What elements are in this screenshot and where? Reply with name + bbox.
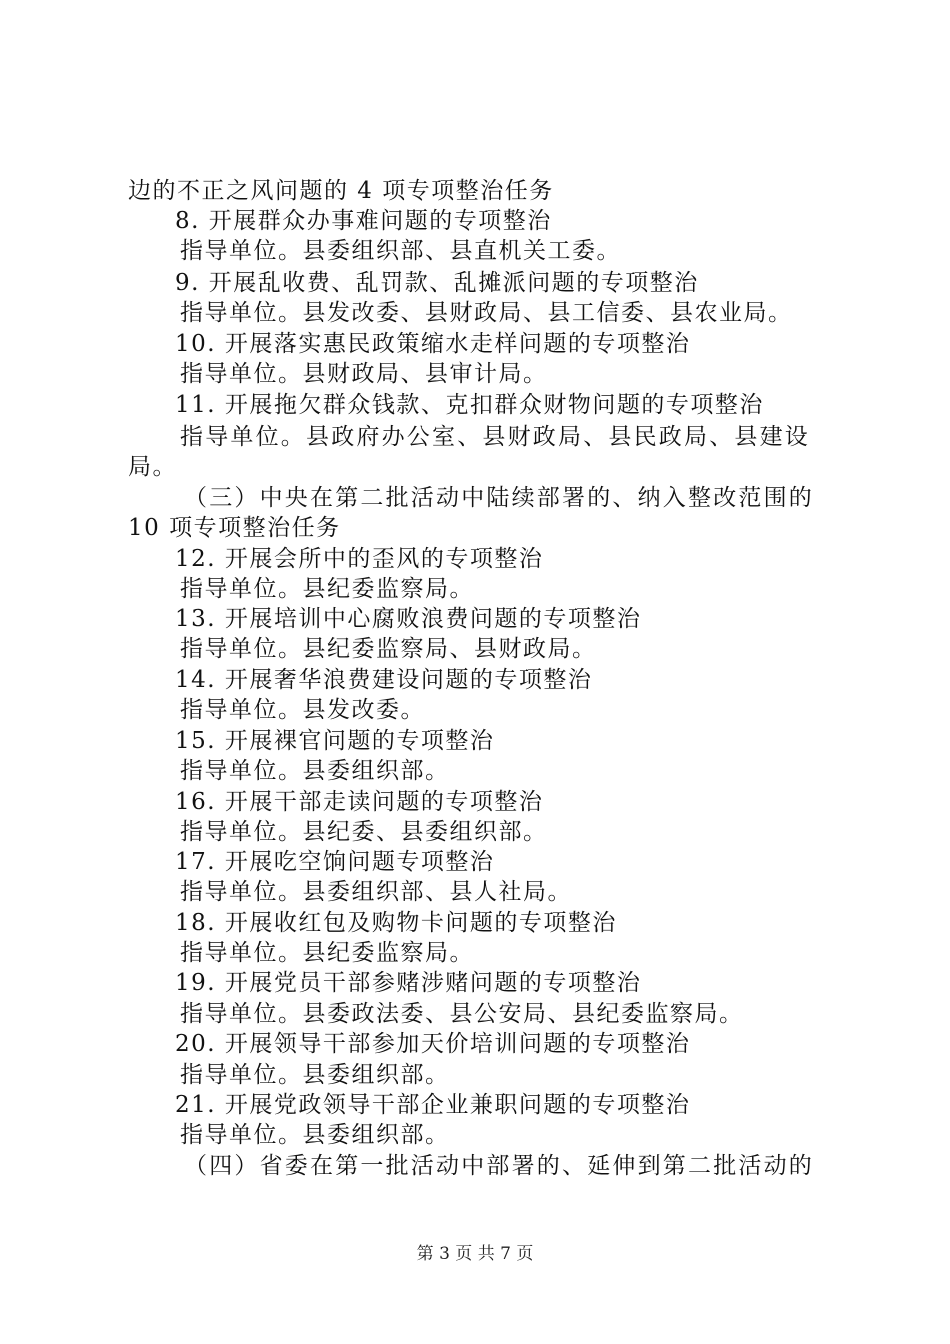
text-line: 边的不正之风问题的 4 项专项整治任务	[128, 178, 554, 204]
guidance-unit: 指导单位。县纪委、县委组织部。	[180, 819, 548, 845]
guidance-unit: 指导单位。县发改委。	[180, 697, 425, 723]
guidance-unit: 指导单位。县委组织部、县直机关工委。	[180, 238, 621, 264]
item-heading: 13. 开展培训中心腐败浪费问题的专项整治	[175, 606, 642, 632]
guidance-unit: 指导单位。县财政局、县审计局。	[180, 361, 548, 387]
page-number: 第 3 页 共 7 页	[416, 1244, 534, 1264]
item-heading: 17. 开展吃空饷问题专项整治	[175, 849, 495, 875]
item-heading: 9. 开展乱收费、乱罚款、乱摊派问题的专项整治	[175, 270, 699, 296]
guidance-unit: 指导单位。县纪委监察局。	[180, 940, 474, 966]
text-line: 局。	[128, 454, 177, 480]
item-heading: 20. 开展领导干部参加天价培训问题的专项整治	[175, 1031, 691, 1057]
item-heading: 10. 开展落实惠民政策缩水走样问题的专项整治	[175, 331, 691, 357]
item-heading: 11. 开展拖欠群众钱款、克扣群众财物问题的专项整治	[175, 392, 764, 418]
item-heading: 19. 开展党员干部参赌涉赌问题的专项整治	[175, 970, 642, 996]
item-heading: 14. 开展奢华浪费建设问题的专项整治	[175, 667, 593, 693]
section-heading: （四）省委在第一批活动中部署的、延伸到第二批活动的	[184, 1153, 814, 1179]
item-heading: 18. 开展收红包及购物卡问题的专项整治	[175, 910, 617, 936]
section-heading: （三）中央在第二批活动中陆续部署的、纳入整改范围的	[184, 485, 814, 511]
guidance-unit: 指导单位。县纪委监察局。	[180, 576, 474, 602]
item-heading: 12. 开展会所中的歪风的专项整治	[175, 546, 544, 572]
item-heading: 16. 开展干部走读问题的专项整治	[175, 789, 544, 815]
section-heading-continued: 10 项专项整治任务	[128, 515, 341, 541]
guidance-unit: 指导单位。县委组织部。	[180, 1122, 450, 1148]
guidance-unit: 指导单位。县委组织部、县人社局。	[180, 879, 572, 905]
guidance-unit: 指导单位。县纪委监察局、县财政局。	[180, 636, 597, 662]
item-heading: 8. 开展群众办事难问题的专项整治	[175, 208, 552, 234]
guidance-unit: 指导单位。县政府办公室、县财政局、县民政局、县建设	[180, 424, 810, 450]
guidance-unit: 指导单位。县发改委、县财政局、县工信委、县农业局。	[180, 300, 793, 326]
item-heading: 21. 开展党政领导干部企业兼职问题的专项整治	[175, 1092, 691, 1118]
item-heading: 15. 开展裸官问题的专项整治	[175, 728, 495, 754]
guidance-unit: 指导单位。县委组织部。	[180, 758, 450, 784]
guidance-unit: 指导单位。县委政法委、县公安局、县纪委监察局。	[180, 1001, 744, 1027]
guidance-unit: 指导单位。县委组织部。	[180, 1062, 450, 1088]
